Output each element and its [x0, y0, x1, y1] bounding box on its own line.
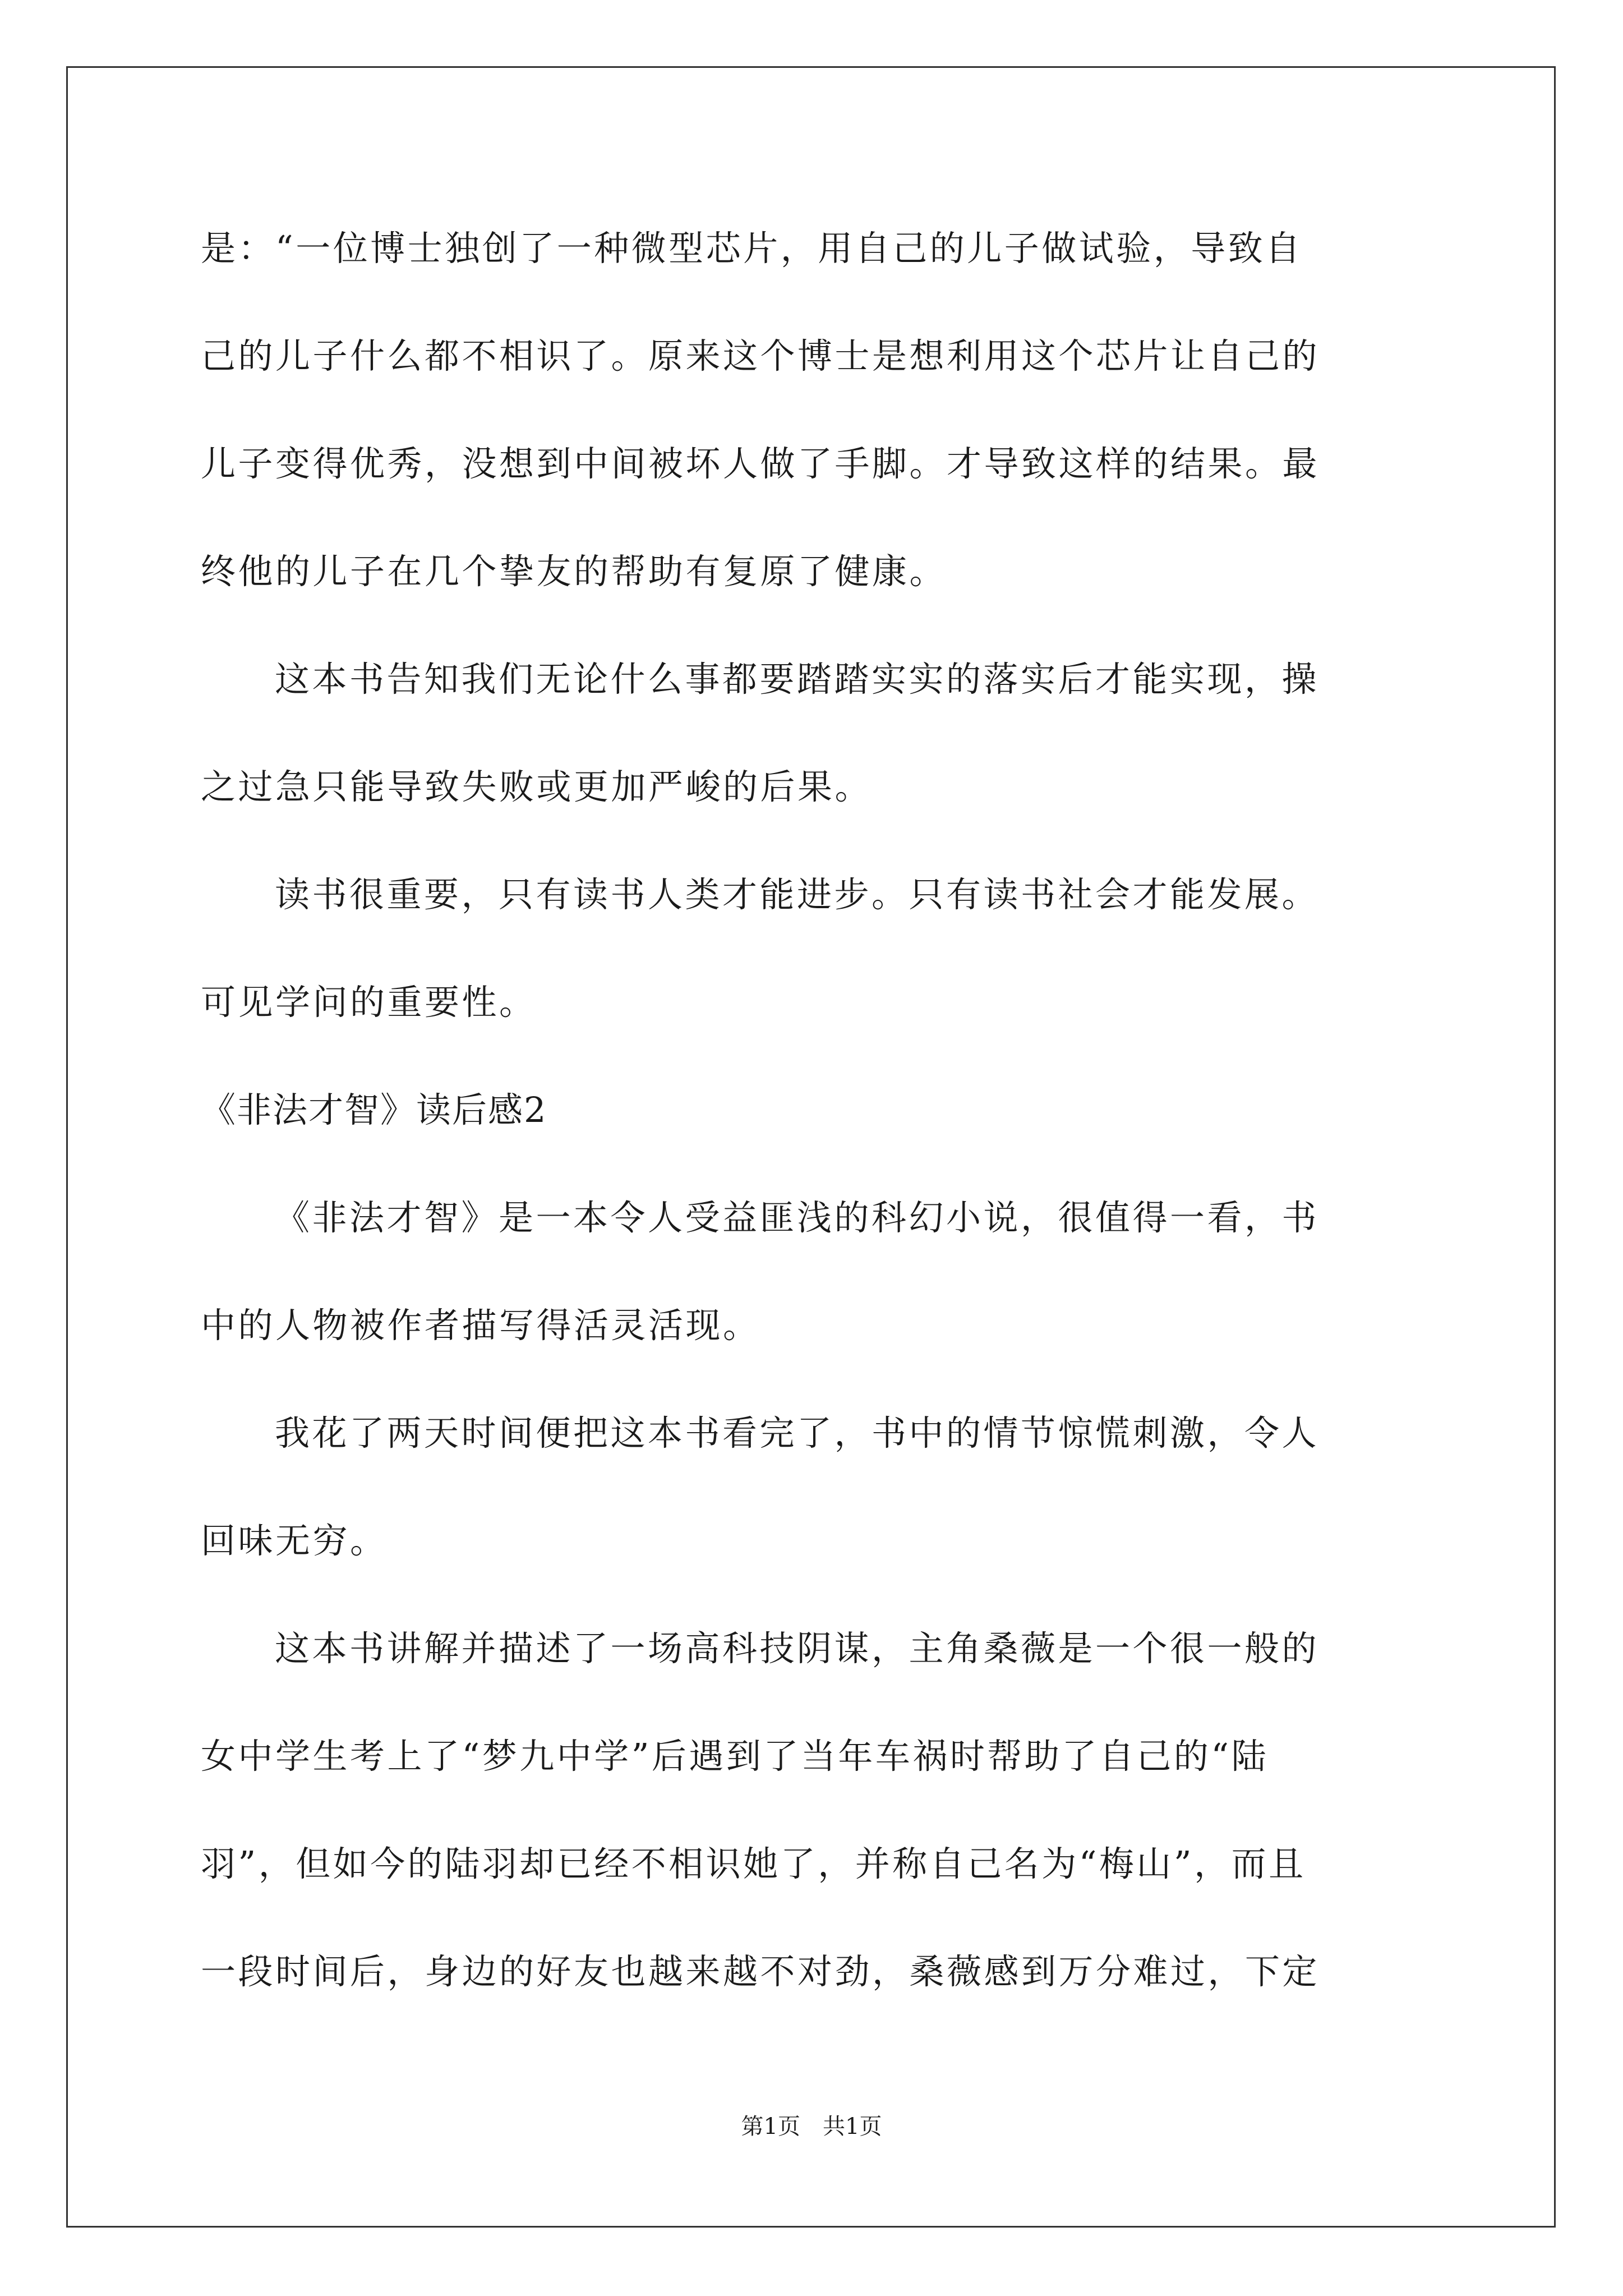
section-heading: 《非法才智》读后感2 [201, 1089, 547, 1130]
page-number: 第1页 [741, 2114, 800, 2139]
text-line: 可见学问的重要性。 [201, 982, 537, 1023]
paragraph-first-line: 这本书告知我们无论什么事都要踏踏实实的落实后才能实现，操 [275, 659, 1320, 700]
text-line: 己的儿子什么都不相识了。原来这个博士是想利用这个芯片让自己的 [201, 335, 1320, 376]
text-line: 女中学生考上了“梦九中学”后遇到了当年车祸时帮助了自己的“陆 [201, 1736, 1269, 1777]
paragraph-first-line: 这本书讲解并描述了一场高科技阴谋，主角桑薇是一个很一般的 [275, 1628, 1320, 1669]
text-line: 回味无穷。 [201, 1520, 388, 1561]
text-line: 一段时间后，身边的好友也越来越不对劲，桑薇感到万分难过，下定 [201, 1951, 1320, 1992]
text-line: 中的人物被作者描写得活灵活现。 [201, 1305, 760, 1346]
text-line: 羽”，但如今的陆羽却已经不相识她了，并称自己名为“梅山”，而且 [201, 1843, 1306, 1884]
paragraph-first-line: 读书很重要，只有读书人类才能进步。只有读书社会才能发展。 [275, 874, 1320, 915]
page-footer [0, 2111, 1623, 2142]
text-line: 儿子变得优秀，没想到中间被坏人做了手脚。才导致这样的结果。最 [201, 443, 1320, 484]
document-body [201, 222, 1429, 2053]
paragraph-first-line: 我花了两天时间便把这本书看完了，书中的情节惊慌刺激，令人 [275, 1412, 1320, 1453]
paragraph-first-line: 《非法才智》是一本令人受益匪浅的科幻小说，很值得一看，书 [275, 1197, 1320, 1238]
text-line: 是：“一位博士独创了一种微型芯片，用自己的儿子做试验，导致自 [201, 228, 1303, 269]
text-line: 之过急只能导致失败或更加严峻的后果。 [201, 766, 873, 807]
text-line: 终他的儿子在几个挚友的帮助有复原了健康。 [201, 551, 947, 592]
page-total: 共1页 [823, 2114, 882, 2139]
